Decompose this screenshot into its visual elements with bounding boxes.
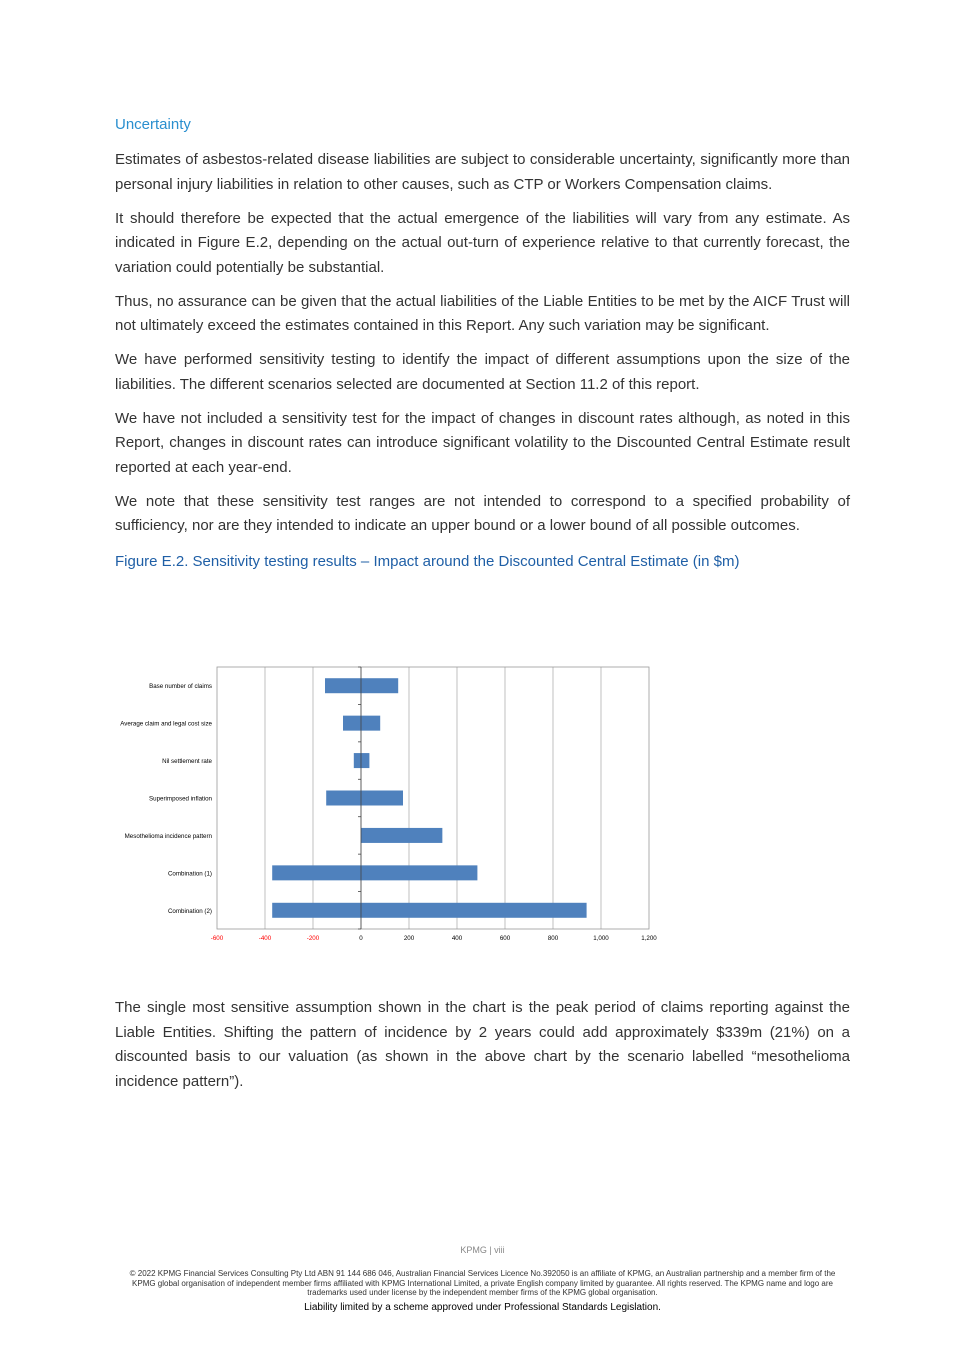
x-tick-label: 0 [359, 935, 363, 942]
chart-bar [326, 791, 403, 806]
category-label: Combination (1) [167, 870, 212, 878]
x-tick-label: 800 [547, 935, 559, 942]
chart-bar [354, 753, 370, 768]
category-label: Base number of claims [149, 683, 212, 691]
x-tick-label: -600 [210, 935, 224, 942]
x-tick-label: -200 [306, 935, 320, 942]
paragraph: We note that these sensitivity test ranges are not intended to correspond to a specified probability of sufficiency, nor are they intended to indicate an upper bound or a lower bound of all possible outcomes. [115, 492, 850, 534]
sensitivity-chart [110, 655, 670, 950]
x-tick-label: -400 [258, 935, 272, 942]
paragraph: Thus, no assurance can be given that the actual liabilities of the Liable Entities to be met by the AICF Trust will not ultimately exceed the estimates contained in this Report. Any such variation may be significant. [115, 292, 850, 334]
category-label: Superimposed inflation [149, 795, 212, 803]
page-number: KPMG | viii [460, 1245, 505, 1255]
chart-bar [272, 903, 586, 918]
x-tick-label: 1,200 [641, 935, 657, 942]
chart-bar [325, 678, 398, 693]
liability-notice: Liability limited by a scheme approved under Professional Standards Legislation. [304, 1302, 661, 1313]
x-tick-label: 400 [451, 935, 463, 942]
category-label: Combination (2) [167, 907, 212, 915]
paragraph: The single most sensitive assumption shown in the chart is the peak period of claims reporting against the Liable Entities. Shifting the pattern of incidence by 2 years could add approximately $339m (21%) on a discounted basis to our valuation (as shown in the above chart by the scenario labelled “mesothelioma incidence pattern”). [115, 999, 850, 1090]
paragraph: We have not included a sensitivity test for the impact of changes in discount rates although, as noted in this Report, changes in discount rates can introduce significant volatility to the Discounted Central Estimate result reported at each year-end. [115, 409, 850, 476]
category-label: Mesothelioma incidence pattern [124, 832, 212, 840]
section-heading: Uncertainty [115, 116, 191, 133]
chart-bar [272, 865, 477, 880]
chart-bar [361, 828, 442, 843]
paragraph: We have performed sensitivity testing to identify the impact of different assumptions upon the size of the liabilities. The different scenarios selected are documented at Section 11.2 of this report. [115, 351, 850, 393]
plot-area [217, 667, 649, 929]
copyright-notice: © 2022 KPMG Financial Services Consulting Pty Ltd ABN 91 144 686 046, Australian Financial Services Licence No.392050 is an affiliate of KPMG, an Australian partnership and a member firm of the KPMG global organisation of independent member firms affiliated with KPMG International Limited, a private English company limited by guarantee. All rights reserved. The KPMG name and logo are trademarks used under license by the independent member firms of the KPMG global organisation. [129, 1269, 836, 1298]
paragraph: Estimates of asbestos-related disease liabilities are subject to considerable uncertainty, significantly more than personal injury liabilities in relation to other causes, such as CTP or Workers Compensation claims. [115, 151, 850, 193]
figure-caption: Figure E.2. Sensitivity testing results – Impact around the Discounted Central Estimate (in $m) [115, 552, 740, 570]
main-content [115, 114, 850, 573]
x-tick-label: 600 [499, 935, 511, 942]
category-label: Average claim and legal cost size [120, 720, 212, 728]
chart-bar [343, 716, 380, 731]
x-tick-label: 1,000 [593, 935, 609, 942]
after-content [115, 996, 850, 1104]
category-label: Nil settlement rate [162, 758, 212, 766]
paragraph: It should therefore be expected that the actual emergence of the liabilities will vary from any estimate. As indicated in Figure E.2, depending on the actual out-turn of experience relative to that currently forecast, the variation could potentially be substantial. [115, 209, 850, 276]
x-tick-label: 200 [403, 935, 415, 942]
